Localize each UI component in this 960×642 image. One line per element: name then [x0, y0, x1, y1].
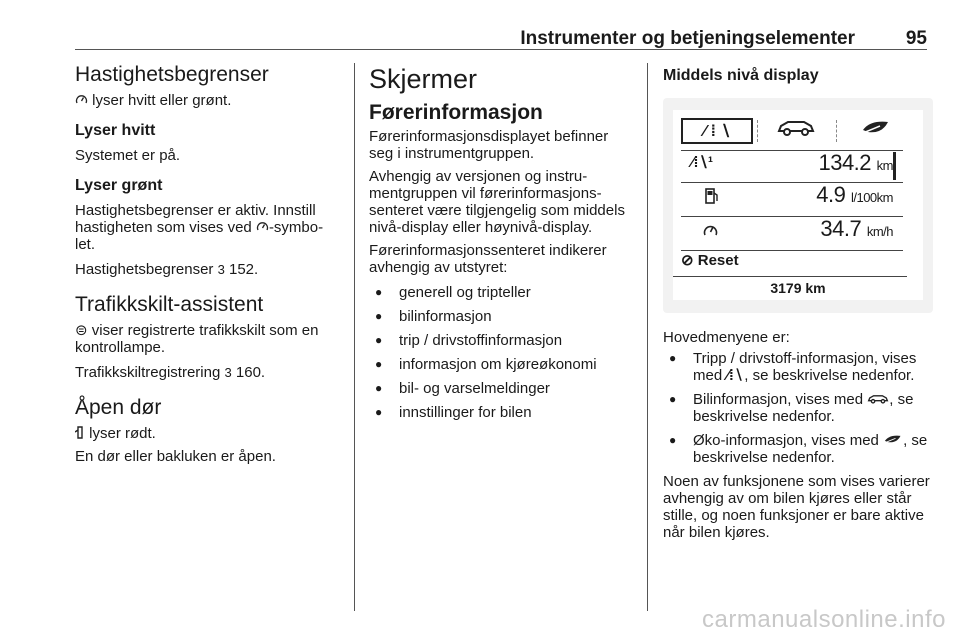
display-tabs [681, 118, 911, 144]
display-line [681, 182, 903, 183]
display-screen [673, 110, 923, 300]
driver-info-p3: Førerinformasjonssenteret indikerer avhengig av utstyret: [369, 242, 607, 276]
list-item [663, 391, 933, 425]
column-divider-2 [647, 63, 648, 611]
tab-trip: ⁄ ⁞ ∖ [681, 118, 753, 144]
page-number: 95 [905, 28, 927, 49]
tab-vehicle [761, 118, 831, 144]
list-item: ● informasjon om kjøreøkonomi [369, 356, 631, 373]
list-item: ● bil- og varselmeldinger [369, 380, 631, 397]
list-item-text: , se beskrivelse nedenfor. [744, 367, 915, 384]
display-scrollbar [893, 152, 896, 180]
driver-info-p1: Førerinformasjonsdisplayet befinner seg i instrumentgruppen. [369, 128, 609, 162]
ref-text: Hastighetsbegrenser [75, 261, 214, 278]
green-text-b: -symbo-let. [75, 219, 324, 253]
list-item-text: , se beskrivelse nedenfor. [693, 391, 914, 425]
car-icon [867, 393, 889, 404]
traffic-sign-icon: ⊜ [75, 322, 88, 339]
list-item: ● innstillinger for bilen [369, 404, 631, 421]
open-door-text: lyser rødt. [89, 425, 156, 442]
fuel-unit: l/100km [850, 190, 893, 205]
ref-arrow-icon: 3 [217, 262, 225, 277]
traffic-sign-ref[interactable] [75, 364, 343, 381]
display-line [673, 276, 907, 277]
trip-number: 134.2 [818, 150, 872, 175]
green-text-a: Hastighetsbegrenser er aktiv. Innstill hastigheten som vises ved [75, 202, 316, 236]
subheading-white: Lyser hvitt [75, 122, 156, 139]
trip-unit: km [876, 158, 893, 173]
display-row-trip [681, 150, 903, 180]
car-icon [776, 118, 816, 136]
display-row-fuel [681, 182, 903, 212]
ref-text: Trafikkskiltregistrering [75, 364, 221, 381]
speed-limiter-ref[interactable] [75, 261, 343, 278]
speed-number: 34.7 [820, 216, 862, 241]
speed-limiter-text: lyser hvitt eller grønt. [92, 92, 232, 109]
section-title-midlevel: Middels nivå display [663, 67, 819, 84]
trip-value [818, 150, 893, 175]
trip-icon: ⁄⁞∖ [726, 367, 745, 384]
column-divider-1 [354, 63, 355, 611]
list-item-text: Bilinformasjon, vises med [693, 391, 868, 408]
ref-page: 152. [229, 261, 259, 278]
fuel-icon [697, 186, 723, 206]
ref-arrow-icon: 3 [224, 365, 232, 380]
list-item [663, 432, 933, 466]
display-row-speed [681, 216, 903, 246]
driver-info-p2: Avhengig av versjonen og instru-mentgruppen vil førerinformasjons-senteret være tilgjengelig som middels nivå-display eller høynivå-display. [369, 168, 625, 236]
section-title-open-door: Åpen dør [75, 396, 162, 419]
open-door-desc [75, 425, 343, 442]
column-left [75, 62, 343, 465]
tab-eco [841, 118, 911, 144]
list-item-text: Tripp / drivstoff-informasjon, vises med [693, 350, 917, 384]
open-door-icon [75, 426, 85, 439]
list-item-text: , se beskrivelse nedenfor. [693, 432, 928, 466]
list-item: ● trip / drivstoffinformasjon [369, 332, 631, 349]
watermark: carmanualsonline.info [702, 606, 946, 633]
speed-value [820, 216, 893, 241]
traffic-sign-text: viser registrerte trafikkskilt som en kontrollampe. [75, 322, 319, 356]
list-item: ● bilinformasjon [369, 308, 631, 325]
driver-info-list [369, 284, 631, 421]
column-middle [369, 62, 631, 428]
white-text: Systemet er på. [75, 147, 181, 164]
speed-limiter-icon [256, 220, 269, 233]
display-reset: ⊘ Reset [681, 252, 739, 269]
tab-separator [757, 120, 758, 142]
main-menus-intro: Hovedmenyene er: [663, 329, 790, 346]
fuel-value [816, 182, 893, 207]
header-rule [75, 49, 927, 50]
display-odometer: 3179 km [770, 280, 826, 296]
page-header [75, 26, 927, 50]
subtitle-driver-info: Førerinformasjon [369, 101, 543, 124]
midlevel-display-image [663, 98, 933, 313]
list-item: ● generell og tripteller [369, 284, 631, 301]
fuel-number: 4.9 [816, 182, 846, 207]
subheading-green: Lyser grønt [75, 177, 163, 194]
tab-separator [836, 120, 837, 142]
eco-leaf-icon [883, 433, 903, 445]
speed-unit: km/h [866, 224, 893, 239]
section-title-traffic-sign: Trafikkskilt-assistent [75, 293, 264, 316]
section-title-displays: Skjermer [369, 64, 478, 94]
display-line [681, 250, 903, 251]
traffic-sign-desc [75, 322, 343, 356]
list-item [663, 350, 933, 384]
section-title-speed-limiter: Hastighetsbegrenser [75, 63, 269, 86]
main-menus-list [663, 350, 933, 466]
avg-speed-icon [697, 220, 723, 240]
display-line [681, 216, 903, 217]
functions-note: Noen av funksjonene som vises varierer avhengig av om bilen kjøres eller står stille, og noen funksjoner er bare aktive når bilen kjøres. [663, 473, 930, 541]
header-title: Instrumenter og betjeningselementer [520, 28, 855, 49]
trip-icon: ⁄⁞∖¹ [691, 154, 714, 171]
green-text [75, 202, 343, 253]
speed-limiter-icon [75, 93, 88, 106]
column-right [663, 62, 933, 541]
open-door-text2: En dør eller bakluken er åpen. [75, 448, 276, 465]
speed-limiter-desc [75, 92, 343, 109]
ref-page: 160. [235, 364, 266, 381]
list-item-text: Øko-informasjon, vises med [693, 432, 884, 449]
eco-leaf-icon [860, 118, 892, 136]
